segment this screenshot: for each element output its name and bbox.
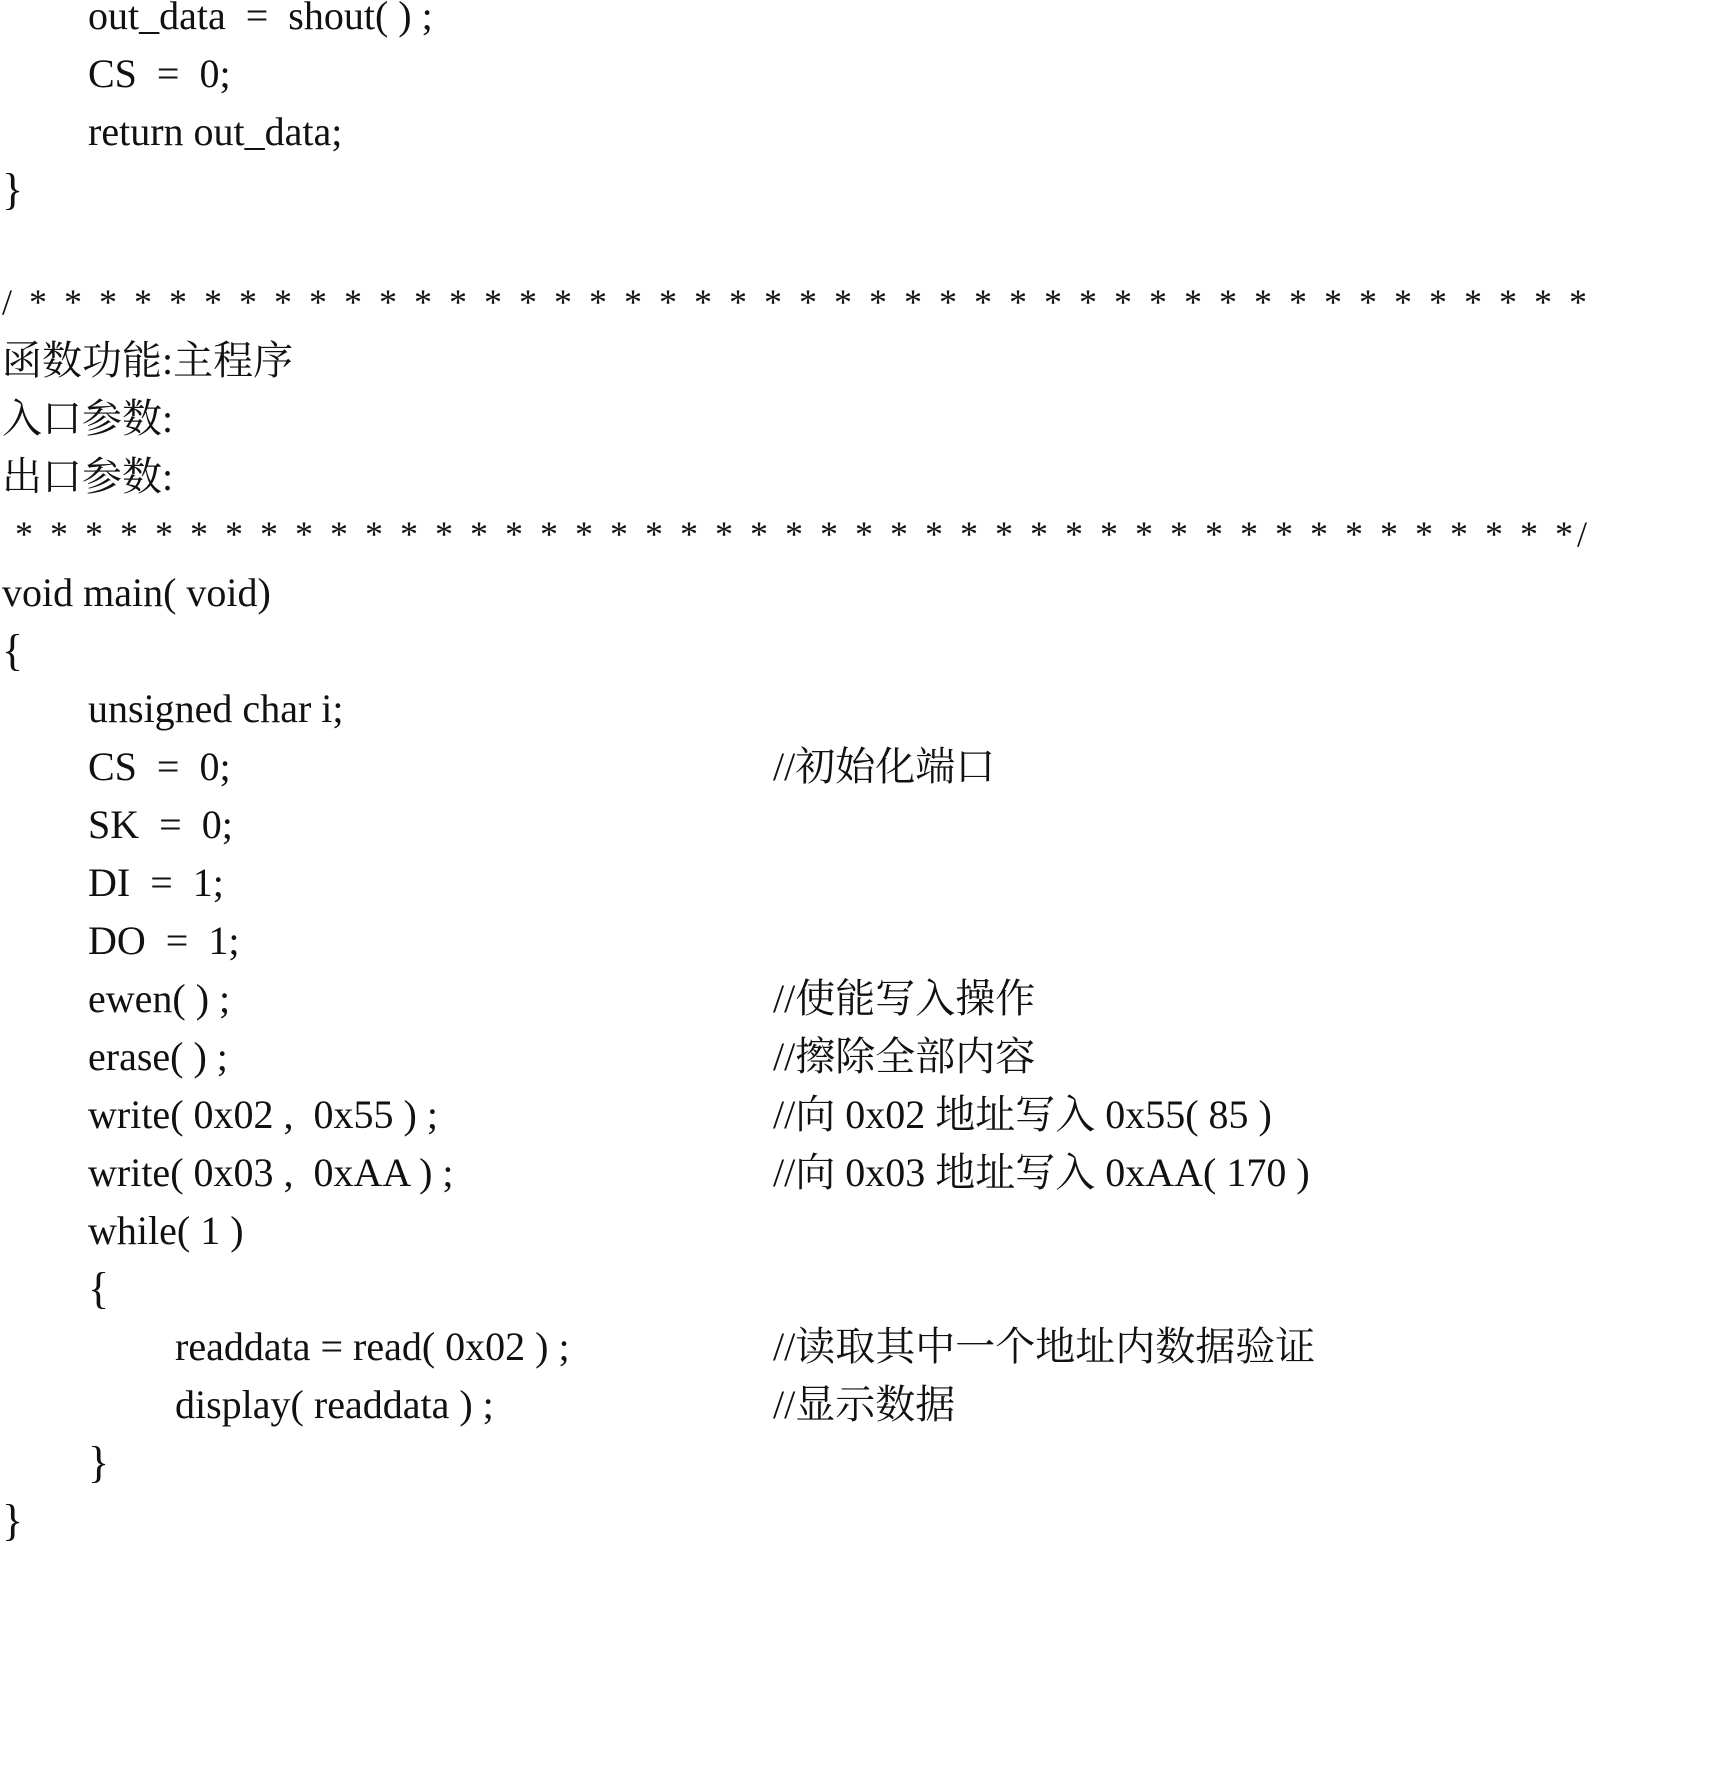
inline-comment: //使能写入操作: [773, 976, 1036, 1021]
code-text: }: [2, 165, 24, 214]
code-line-readdata: [0, 1314, 1710, 1379]
code-text: }: [88, 1438, 110, 1487]
code-text: display( readdata ) ;: [175, 1382, 494, 1427]
code-text: }: [2, 1496, 24, 1545]
inline-comment: //向 0x03 地址写入 0xAA( 170 ): [773, 1150, 1310, 1195]
comment-stars: / * * * * * * * * * * * * * * * * * * * * * * * * * * * * * * * * * * * * * * * * * * * * *: [2, 282, 1592, 322]
code-line-while: [0, 1198, 1710, 1263]
comment-text: 出口参数:: [2, 454, 174, 499]
code-text: DI = 1;: [88, 860, 224, 905]
code-text: {: [88, 1264, 110, 1313]
code-line-erase: [0, 1024, 1710, 1089]
code-line-cs-reset: [0, 41, 1710, 106]
code-text: unsigned char i;: [88, 686, 344, 731]
inline-comment: //读取其中一个地址内数据验证: [773, 1324, 1316, 1369]
code-text: return out_data;: [88, 109, 343, 154]
code-text: readdata = read( 0x02 ) ;: [175, 1324, 570, 1369]
code-line-sk-init: [0, 792, 1710, 857]
code-text: out_data = shout( ) ;: [88, 0, 433, 38]
code-line-write-0x03: [0, 1140, 1710, 1205]
code-line-do-init: [0, 908, 1710, 973]
code-text: while( 1 ): [88, 1208, 244, 1253]
inline-comment: //向 0x02 地址写入 0x55( 85 ): [773, 1092, 1272, 1137]
code-text: {: [2, 626, 24, 675]
comment-header-top-border: [0, 270, 1710, 335]
code-text: ewen( ) ;: [88, 976, 231, 1021]
code-line-di-init: [0, 850, 1710, 915]
inline-comment: //擦除全部内容: [773, 1034, 1036, 1079]
comment-header-bottom-border: [0, 502, 1710, 567]
comment-entry-params: [0, 386, 1710, 451]
code-line-while-open-brace: [0, 1256, 1710, 1321]
comment-stars: * * * * * * * * * * * * * * * * * * * * * * * * * * * * * * * * * * * * * * * * * * * * */: [2, 514, 1592, 554]
code-line-ewen: [0, 966, 1710, 1031]
code-line-open-brace: [0, 618, 1710, 683]
comment-exit-params: [0, 444, 1710, 509]
code-line-write-0x02: [0, 1082, 1710, 1147]
code-text: write( 0x03 , 0xAA ) ;: [88, 1150, 454, 1195]
code-line-close-brace: [0, 157, 1710, 222]
code-text: CS = 0;: [88, 744, 231, 789]
code-line-display: [0, 1372, 1710, 1437]
code-text: CS = 0;: [88, 51, 231, 96]
comment-function-desc: [0, 328, 1710, 393]
code-line-main-close-brace: [0, 1488, 1710, 1553]
code-line-while-close-brace: [0, 1430, 1710, 1495]
code-text: write( 0x02 , 0x55 ) ;: [88, 1092, 438, 1137]
inline-comment: //初始化端口: [773, 744, 996, 789]
inline-comment: //显示数据: [773, 1382, 956, 1427]
code-line-return: [0, 99, 1710, 164]
code-line-main-signature: [0, 560, 1710, 625]
code-text: DO = 1;: [88, 918, 240, 963]
code-line-declare-i: [0, 676, 1710, 741]
code-text: SK = 0;: [88, 802, 233, 847]
code-line-cs-init: [0, 734, 1710, 799]
code-text: void main( void): [2, 570, 271, 615]
code-text: erase( ) ;: [88, 1034, 228, 1079]
comment-text: 函数功能:主程序: [2, 338, 294, 383]
comment-text: 入口参数:: [2, 396, 174, 441]
